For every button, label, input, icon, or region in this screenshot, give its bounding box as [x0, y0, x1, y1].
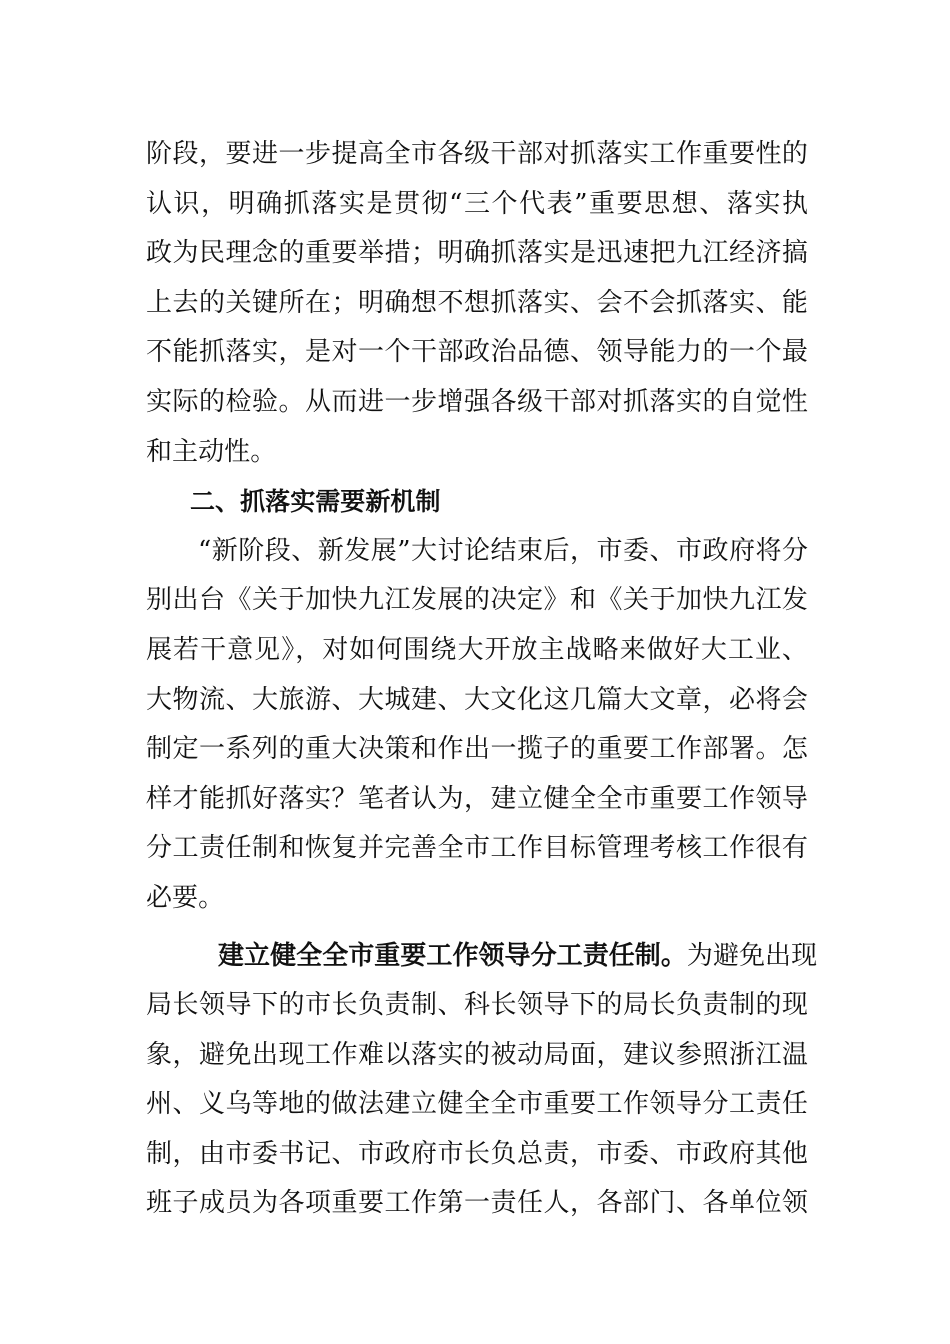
- text-line: 必要。: [146, 882, 225, 913]
- text-line: 展若干意见》，对如何围绕大开放主战略来做好大工业、: [146, 634, 808, 665]
- text-line: 局长领导下的市长负责制、科长领导下的局长负责制的现: [146, 990, 808, 1021]
- text-line: 制，由市委书记、市政府市长负总责，市委、市政府其他: [146, 1138, 808, 1169]
- text-line: 和主动性。: [146, 436, 277, 467]
- section-heading: 二、抓落实需要新机制: [190, 487, 441, 517]
- paragraph-gap: [146, 924, 808, 932]
- text-line: 大物流、大旅游、大城建、大文化这几篇大文章，必将会: [146, 684, 808, 715]
- text-line: 象，避免出现工作难以落实的被动局面，建议参照浙江温: [146, 1039, 808, 1070]
- text-line: 别出台《关于加快九江发展的决定》和《关于加快九江发: [146, 585, 808, 616]
- paragraph-3: [146, 932, 818, 1230]
- text-line: 政为民理念的重要举措；明确抓落实是迅速把九江经济搞: [146, 238, 808, 269]
- text-line: 认识，明确抓落实是贯彻“三个代表”重要思想、落实执: [146, 188, 808, 219]
- lead-rest-text: 为避免出现: [686, 940, 818, 971]
- paragraph-1: [146, 130, 808, 477]
- bold-lead-text: 建立健全全市重要工作领导分工责任制。: [218, 940, 687, 971]
- text-line: 上去的关键所在；明确想不想抓落实、会不会抓落实、能: [146, 287, 808, 318]
- text-line-lead: [146, 932, 818, 982]
- text-line: 阶段，要进一步提高全市各级干部对抓落实工作重要性的: [146, 139, 808, 169]
- document-body: [146, 130, 818, 1229]
- text-line: “新阶段、新发展”大讨论结束后，市委、市政府将分: [198, 535, 808, 566]
- text-line: 州、义乌等地的做法建立健全全市重要工作领导分工责任: [146, 1089, 808, 1120]
- text-line: 制定一系列的重大决策和作出一揽子的重要工作部署。怎: [146, 734, 808, 765]
- text-line: 不能抓落实，是对一个干部政治品德、领导能力的一个最: [146, 337, 808, 368]
- text-line: 班子成员为各项重要工作第一责任人，各部门、各单位领: [146, 1188, 808, 1219]
- text-line: 分工责任制和恢复并完善全市工作目标管理考核工作很有: [146, 833, 808, 864]
- text-line: 样才能抓好落实？笔者认为，建立健全全市重要工作领导: [146, 783, 808, 814]
- text-line: 实际的检验。从而进一步增强各级干部对抓落实的自觉性: [146, 386, 808, 417]
- paragraph-2: [146, 527, 808, 924]
